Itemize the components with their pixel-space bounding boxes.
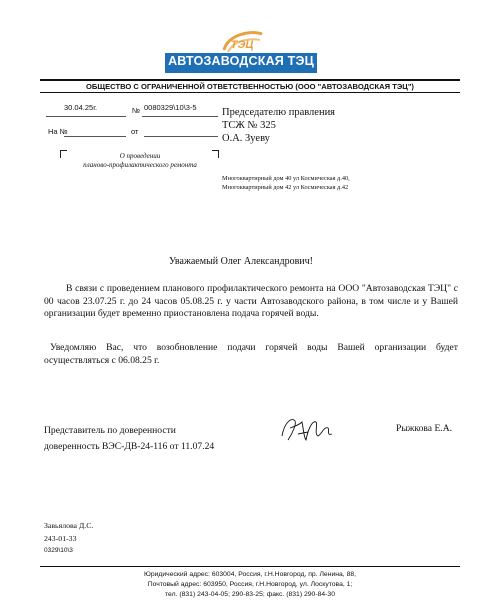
handwritten-signature [278,410,336,446]
body-paragraph-1: В связи с проведением планового профилактического ремонта на ООО "Автозаводская ТЭЦ" с 00 часов 23.07.25 г. до 24 часов 05.08.25 г. у части Автозаводского района, в том числе и у Вашей организации будет временно приостановлена подача горячей воды. [44,283,458,320]
company-name: ОБЩЕСТВО С ОГРАНИЧЕННОЙ ОТВЕТСТВЕННОСТЬЮ (ООО "АВТОЗАВОДСКАЯ ТЭЦ") [86,82,414,91]
header-divider-bottom [40,92,460,93]
greeting: Уважаемый Олег Александрович! [168,256,314,267]
subject-line-2: планово-профилактического ремонта [83,161,197,169]
signatory-position-line-2: доверенность ВЭС-ДВ-24-116 от 11.07.24 [44,441,215,452]
number-underline [142,116,218,117]
footer [40,570,460,600]
date-underline [46,116,126,117]
number-label: № [132,106,141,115]
company-logo-mark-icon [218,28,266,56]
subject-line-1: О проведении [119,152,161,160]
addressee-line-1: Председателю правления [222,107,336,118]
header-divider-top [40,79,460,81]
footer-phones: тел. (831) 243-04-05; 290-83-25; факс. (831) 290-84-30 [165,591,335,598]
signatory-position-line-1: Представитель по доверенности [44,425,176,436]
addressee-address-1: Многоквартирный дом 40 ул Космическая д.40, [222,175,350,182]
body-paragraph-2: Уведомляю Вас, что возобновление подачи горячей воды Вашей организации будет осуществляться с 06.08.25 г. [44,342,458,366]
addressee-block [222,106,335,145]
reply-number-label: На № [48,127,68,136]
addressee-address-2: Многоквартирный дом 42 ул Космическая д.42 [222,184,349,191]
signatory-position [44,423,214,455]
executor-name: Завьялова Д.С. [44,521,94,530]
footer-postal-address: Почтовый адрес: 603950, Россия, г.Н.Новгород, ул. Лоскутова, 1; [147,581,353,588]
reply-number-underline [64,136,126,137]
executor-ref: 0329\10\3 [44,547,73,554]
signatory-name: Рыжкова Е.А. [396,423,453,434]
letter-date: 30.04.25г. [64,103,98,112]
letter-number: 0080329\10\3-5 [144,103,197,112]
logo-text: АВТОЗАВОДСКАЯ ТЭЦ [168,54,314,68]
executor-phone: 243-01-33 [44,533,77,543]
footer-divider [40,566,460,567]
addressee-line-2: ТСЖ № 325 [222,120,276,131]
addressee-line-3: О.А. Зуеву [222,133,270,144]
reply-from-underline [144,136,218,137]
reply-from-label: от [131,127,139,136]
logo-mark-text: ТЭЦ [230,39,254,51]
letter-subject [60,152,220,170]
executor-block [44,520,93,558]
addressee-addresses [222,174,350,192]
footer-legal-address: Юридический адрес: 603004, Россия, г.Н.Новгород, пр. Ленина, 88, [143,571,357,578]
